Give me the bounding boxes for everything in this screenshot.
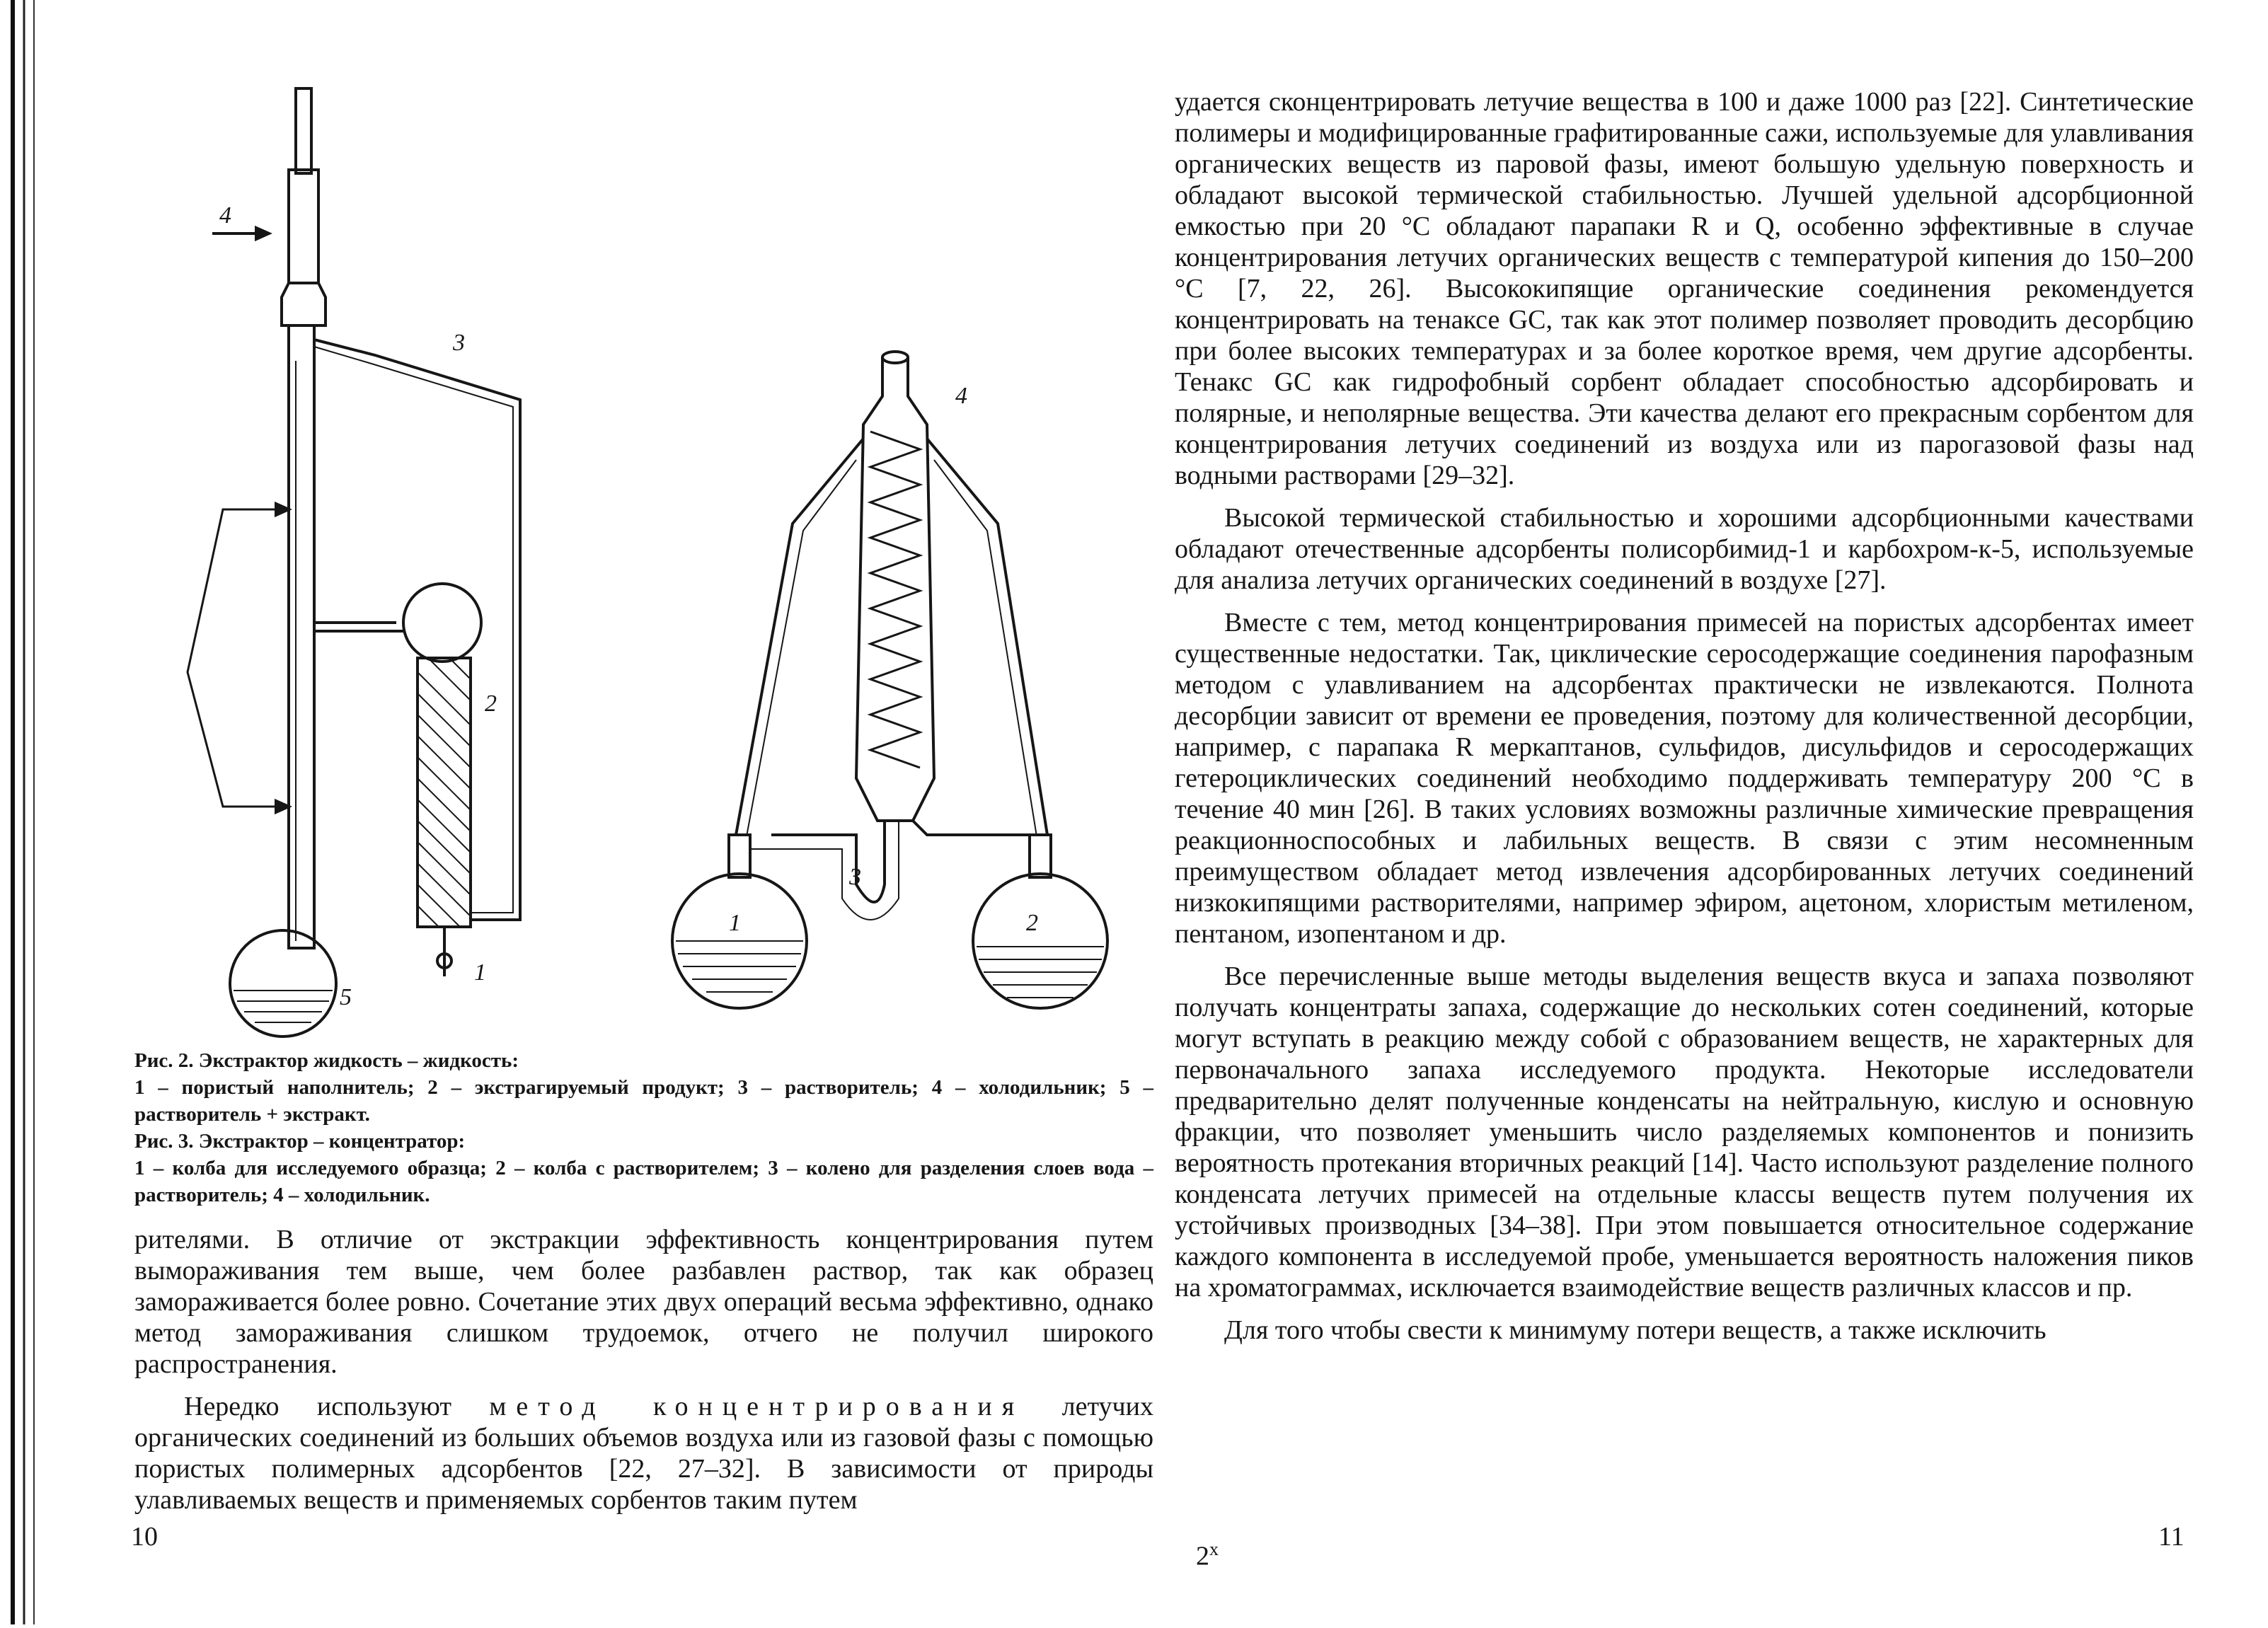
fig2-side-arm bbox=[314, 584, 481, 662]
fig2-label-5: 5 bbox=[340, 984, 352, 1010]
figures-area bbox=[106, 64, 1146, 1047]
fig3-caption-title: Рис. 3. Экстрактор – концентратор: bbox=[134, 1130, 466, 1153]
fig2-column-hatching bbox=[418, 658, 471, 927]
fig2-label-1: 1 bbox=[474, 959, 486, 986]
left-body-text bbox=[134, 1224, 1153, 1527]
fig2-label-2: 2 bbox=[485, 691, 497, 717]
page-number-left: 10 bbox=[131, 1522, 158, 1552]
extractor-diagrams bbox=[106, 64, 1146, 1047]
page-binding-edge bbox=[0, 0, 42, 1624]
paragraph: Для того чтобы свести к минимуму потери веществ, а также исключить bbox=[1224, 1315, 2047, 1345]
fig3-label-1: 1 bbox=[729, 910, 741, 936]
fig2-arrow-4 bbox=[212, 228, 269, 239]
fig3-label-4: 4 bbox=[955, 383, 967, 409]
signature-superscript: x bbox=[1209, 1539, 1219, 1559]
paragraph bbox=[134, 1391, 1153, 1516]
fig3-u-bend bbox=[750, 821, 1033, 920]
fig3-flask-2 bbox=[973, 835, 1107, 1008]
paragraph: Вместе с тем, метод концентрирования примесей на пористых адсорбентах имеет существенные недостатки. Так, циклические серосодержащие соединения парофазным методом с улавливанием на адсорбентах практически не извлекаются. Полнота десорбции зависит от времени ее проведения, поэтому для количественной десорбции, например, с парапака R меркаптанов, сульфидов, дисульфидов и серосодержащих гетероциклических соединений необходимо поддерживать температуру 200 °С в течение 40 мин [26]. В таких условиях возможны различные химические превращения реакционноспособных и лабильных веществ. В связи с этим несомненным преимуществом обладает метод извлечения адсорбированных летучих соединений низкокипящими растворителями, например эфиром, ацетоном, хлористым метиленом, пентаном, изопентаном и др. bbox=[1175, 608, 2194, 949]
fig2-caption-title: Рис. 2. Экстрактор жидкость – жидкость: bbox=[134, 1049, 519, 1072]
fig2-condenser bbox=[282, 88, 326, 325]
fig2-bracket-arrows bbox=[188, 504, 289, 812]
paragraph: рителями. В отличие от экстракции эффективность концентрирования путем вымораживания тем выше, чем более разбавлен раствор, так как образец замораживается более ровно. Сочетание этих двух операций весьма эффективно, однако метод замораживания слишком трудоемок, отчего не получил широкого распространения. bbox=[134, 1225, 1153, 1379]
paragraph-start: Нередко используют bbox=[184, 1392, 451, 1421]
fig2-stopcock bbox=[437, 927, 451, 976]
page-number-right: 11 bbox=[2158, 1522, 2184, 1552]
signature-number: 2 bbox=[1196, 1541, 1209, 1571]
spaced-emphasis: метод концентрирования bbox=[489, 1392, 1025, 1421]
fig3-label-3: 3 bbox=[849, 864, 861, 890]
fig2-caption-legend: 1 – пористый наполнитель; 2 – экстрагируемый продукт; 3 – растворитель; 4 – холодильник; 5 – растворитель + экстракт. bbox=[134, 1076, 1153, 1126]
fig2-label-3: 3 bbox=[453, 330, 465, 356]
paragraph: Все перечисленные выше методы выделения веществ вкуса и запаха позволяют получать концентраты запаха, содержащие до нескольких сотен соединений, которые могут вступать в реакцию между собой с образованием веществ, не характерных для первоначального запаха исследуемого продукта. Некоторые исследователи предварительно делят полученные конденсаты на нейтральную, кислую и основную фракции, что позволяет уменьшить число разделяемых компонентов и понизить вероятность протекания вторичных реакций [14]. Часто используют разделение полного конденсата летучих примесей на отдельные классы веществ путем получения их устойчивых производных [34–38]. При этом повышается относительное содержание каждого компонента в исследуемой пробе, уменьшается вероятность наложения пиков на хроматограммах, исключается взаимодействие веществ различных классов и пр. bbox=[1175, 962, 2194, 1303]
fig2-flask bbox=[230, 930, 336, 1037]
fig3-label-2: 2 bbox=[1026, 910, 1038, 936]
left-page bbox=[106, 64, 1153, 1585]
right-body-text bbox=[1175, 86, 2194, 1357]
fig3-caption-legend: 1 – колба для исследуемого образца; 2 – колба с растворителем; 3 – колено для разделения слоев вода – растворитель; 4 – холодильник. bbox=[134, 1157, 1153, 1206]
signature-mark bbox=[1196, 1539, 1219, 1572]
fig2-label-4: 4 bbox=[219, 202, 231, 229]
right-page bbox=[1175, 64, 2194, 1585]
binding-lines bbox=[0, 0, 42, 1624]
fig3-frame-tubes bbox=[736, 439, 1047, 836]
fig3-condenser bbox=[856, 352, 934, 821]
paragraph: Высокой термической стабильностью и хорошими адсорбционными качествами обладают отечественные адсорбенты полисорбимид-1 и карбохром-к-5, используемые для анализа летучих органических соединений в воздухе [27]. bbox=[1175, 503, 2194, 595]
fig2-main-column bbox=[289, 325, 314, 948]
paragraph: удается сконцентрировать летучие вещества в 100 и даже 1000 раз [22]. Синтетические полимеры и модифицированные графитированные сажи, используемые для улавливания органических веществ из паровой фазы, имеют большую удельную поверхность и обладают высокой термической стабильностью. Лучшей удельной адсорбционной емкостью при 20 °С обладают парапаки R и Q, особенно эффективные в случае концентрирования летучих органических веществ с температурой кипения до 150–200 °С [7, 22, 26]. Высококипящие органические соединения рекомендуется концентрировать на тенаксе GC, так как этот полимер позволяет проводить десорбцию при более высоких температурах и за более короткое время, чем другие адсорбенты. Тенакс GC как гидрофобный сорбент обладает способностью адсорбировать и полярные, и неполярные вещества. Эти качества делают его прекрасным сорбентом для концентрирования летучих соединений из воздуха или из парогазовой фазы над водными растворами [29–32]. bbox=[1175, 87, 2194, 490]
paragraph-end: летучих органических соединений из больших объемов воздуха или из газовой фазы с помощью пористых полимерных адсорбентов [22, 27–32]. В зависимости от природы улавливаемых веществ и применяемых сорбентов таким путем bbox=[134, 1392, 1153, 1515]
figure-caption bbox=[134, 1047, 1153, 1208]
